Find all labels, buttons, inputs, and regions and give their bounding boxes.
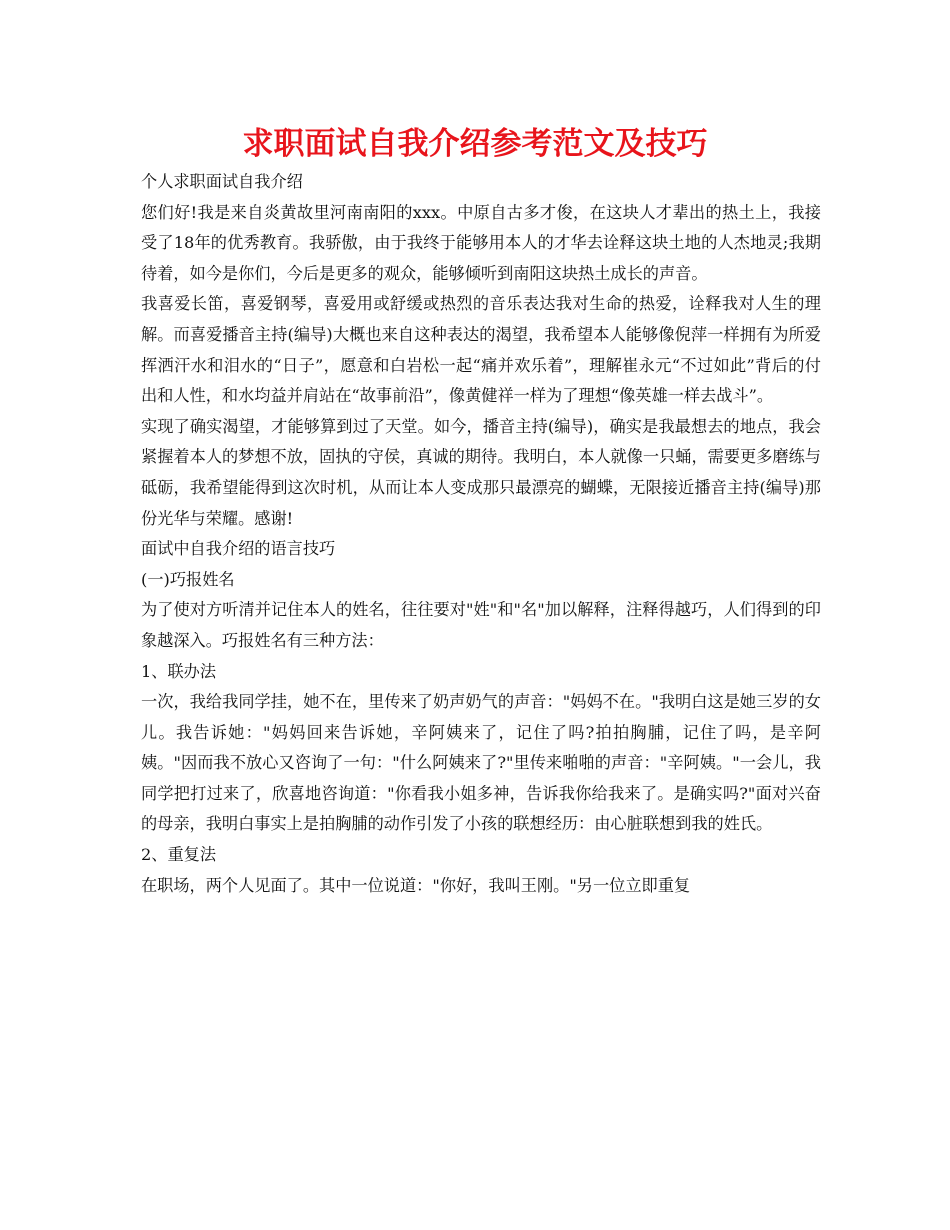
section-heading: 个人求职面试自我介绍: [141, 172, 303, 191]
paragraph: 为了使对方听清并记住本人的姓名，往往要对"姓"和"名"加以解释，注释得越巧，人们得到的印象越深入。巧报姓名有三种方法：: [141, 600, 821, 650]
subsection-heading: (一)巧报姓名: [141, 569, 235, 589]
paragraph: 实现了确实渴望，才能够算到过了天堂。如今，播音主持(编导)，确实是我最想去的地点，我会紧握着本人的梦想不放，固执的守侯，真诚的期待。我明白，本人就像一只蛹，需要更多磨练与砥砺，我希望能得到这次时机，从而让本人变成那只最漂亮的蝴蝶，无限接近播音主持(编导)那份光华与荣耀。感谢!: [141, 416, 821, 528]
document-title: 求职面试自我介绍参考范文及技巧: [242, 126, 708, 162]
paragraph: 您们好!我是来自炎黄故里河南南阳的xxx。中原自古多才俊，在这块人才辈出的热土上，我接受了18年的优秀教育。我骄傲，由于我终于能够用本人的才华去诠释这块土地的人杰地灵;我期待着，如今是你们，今后是更多的观众，能够倾听到南阳这块热土成长的声音。: [141, 202, 821, 283]
paragraph: 在职场，两个人见面了。其中一位说道："你好，我叫王刚。"另一位立即重复: [141, 875, 691, 895]
document-body: [141, 167, 821, 901]
section-heading: 面试中自我介绍的语言技巧: [141, 539, 336, 559]
subsection-heading: 1、联办法: [141, 661, 217, 681]
paragraph: 我喜爱长笛，喜爱钢琴，喜爱用或舒缓或热烈的音乐表达我对生命的热爱，诠释我对人生的理解。而喜爱播音主持(编导)大概也来自这种表达的渴望，我希望本人能够像倪萍一样拥有为所爱挥洒汗水和泪水的“日子”，愿意和白岩松一起“痛并欢乐着”，理解崔永元“不过如此”背后的付出和人性，和水均益并肩站在“故事前沿”，像黄健祥一样为了理想“像英雄一样去战斗”。: [141, 294, 821, 406]
subsection-heading: 2、重复法: [141, 845, 217, 865]
paragraph: 一次，我给我同学挂，她不在，里传来了奶声奶气的声音："妈妈不在。"我明白这是她三岁的女儿。我告诉她："妈妈回来告诉她，辛阿姨来了，记住了吗?拍拍胸脯，记住了吗，是辛阿姨。"因而我不放心又咨询了一句："什么阿姨来了?"里传来啪啪的声音："辛阿姨。"一会儿，我同学把打过来了，欣喜地咨询道："你看我小姐多神，告诉我你给我来了。是确实吗?"面对兴奋的母亲，我明白事实上是拍胸脯的动作引发了小孩的联想经历：由心脏联想到我的姓氏。: [141, 692, 821, 834]
